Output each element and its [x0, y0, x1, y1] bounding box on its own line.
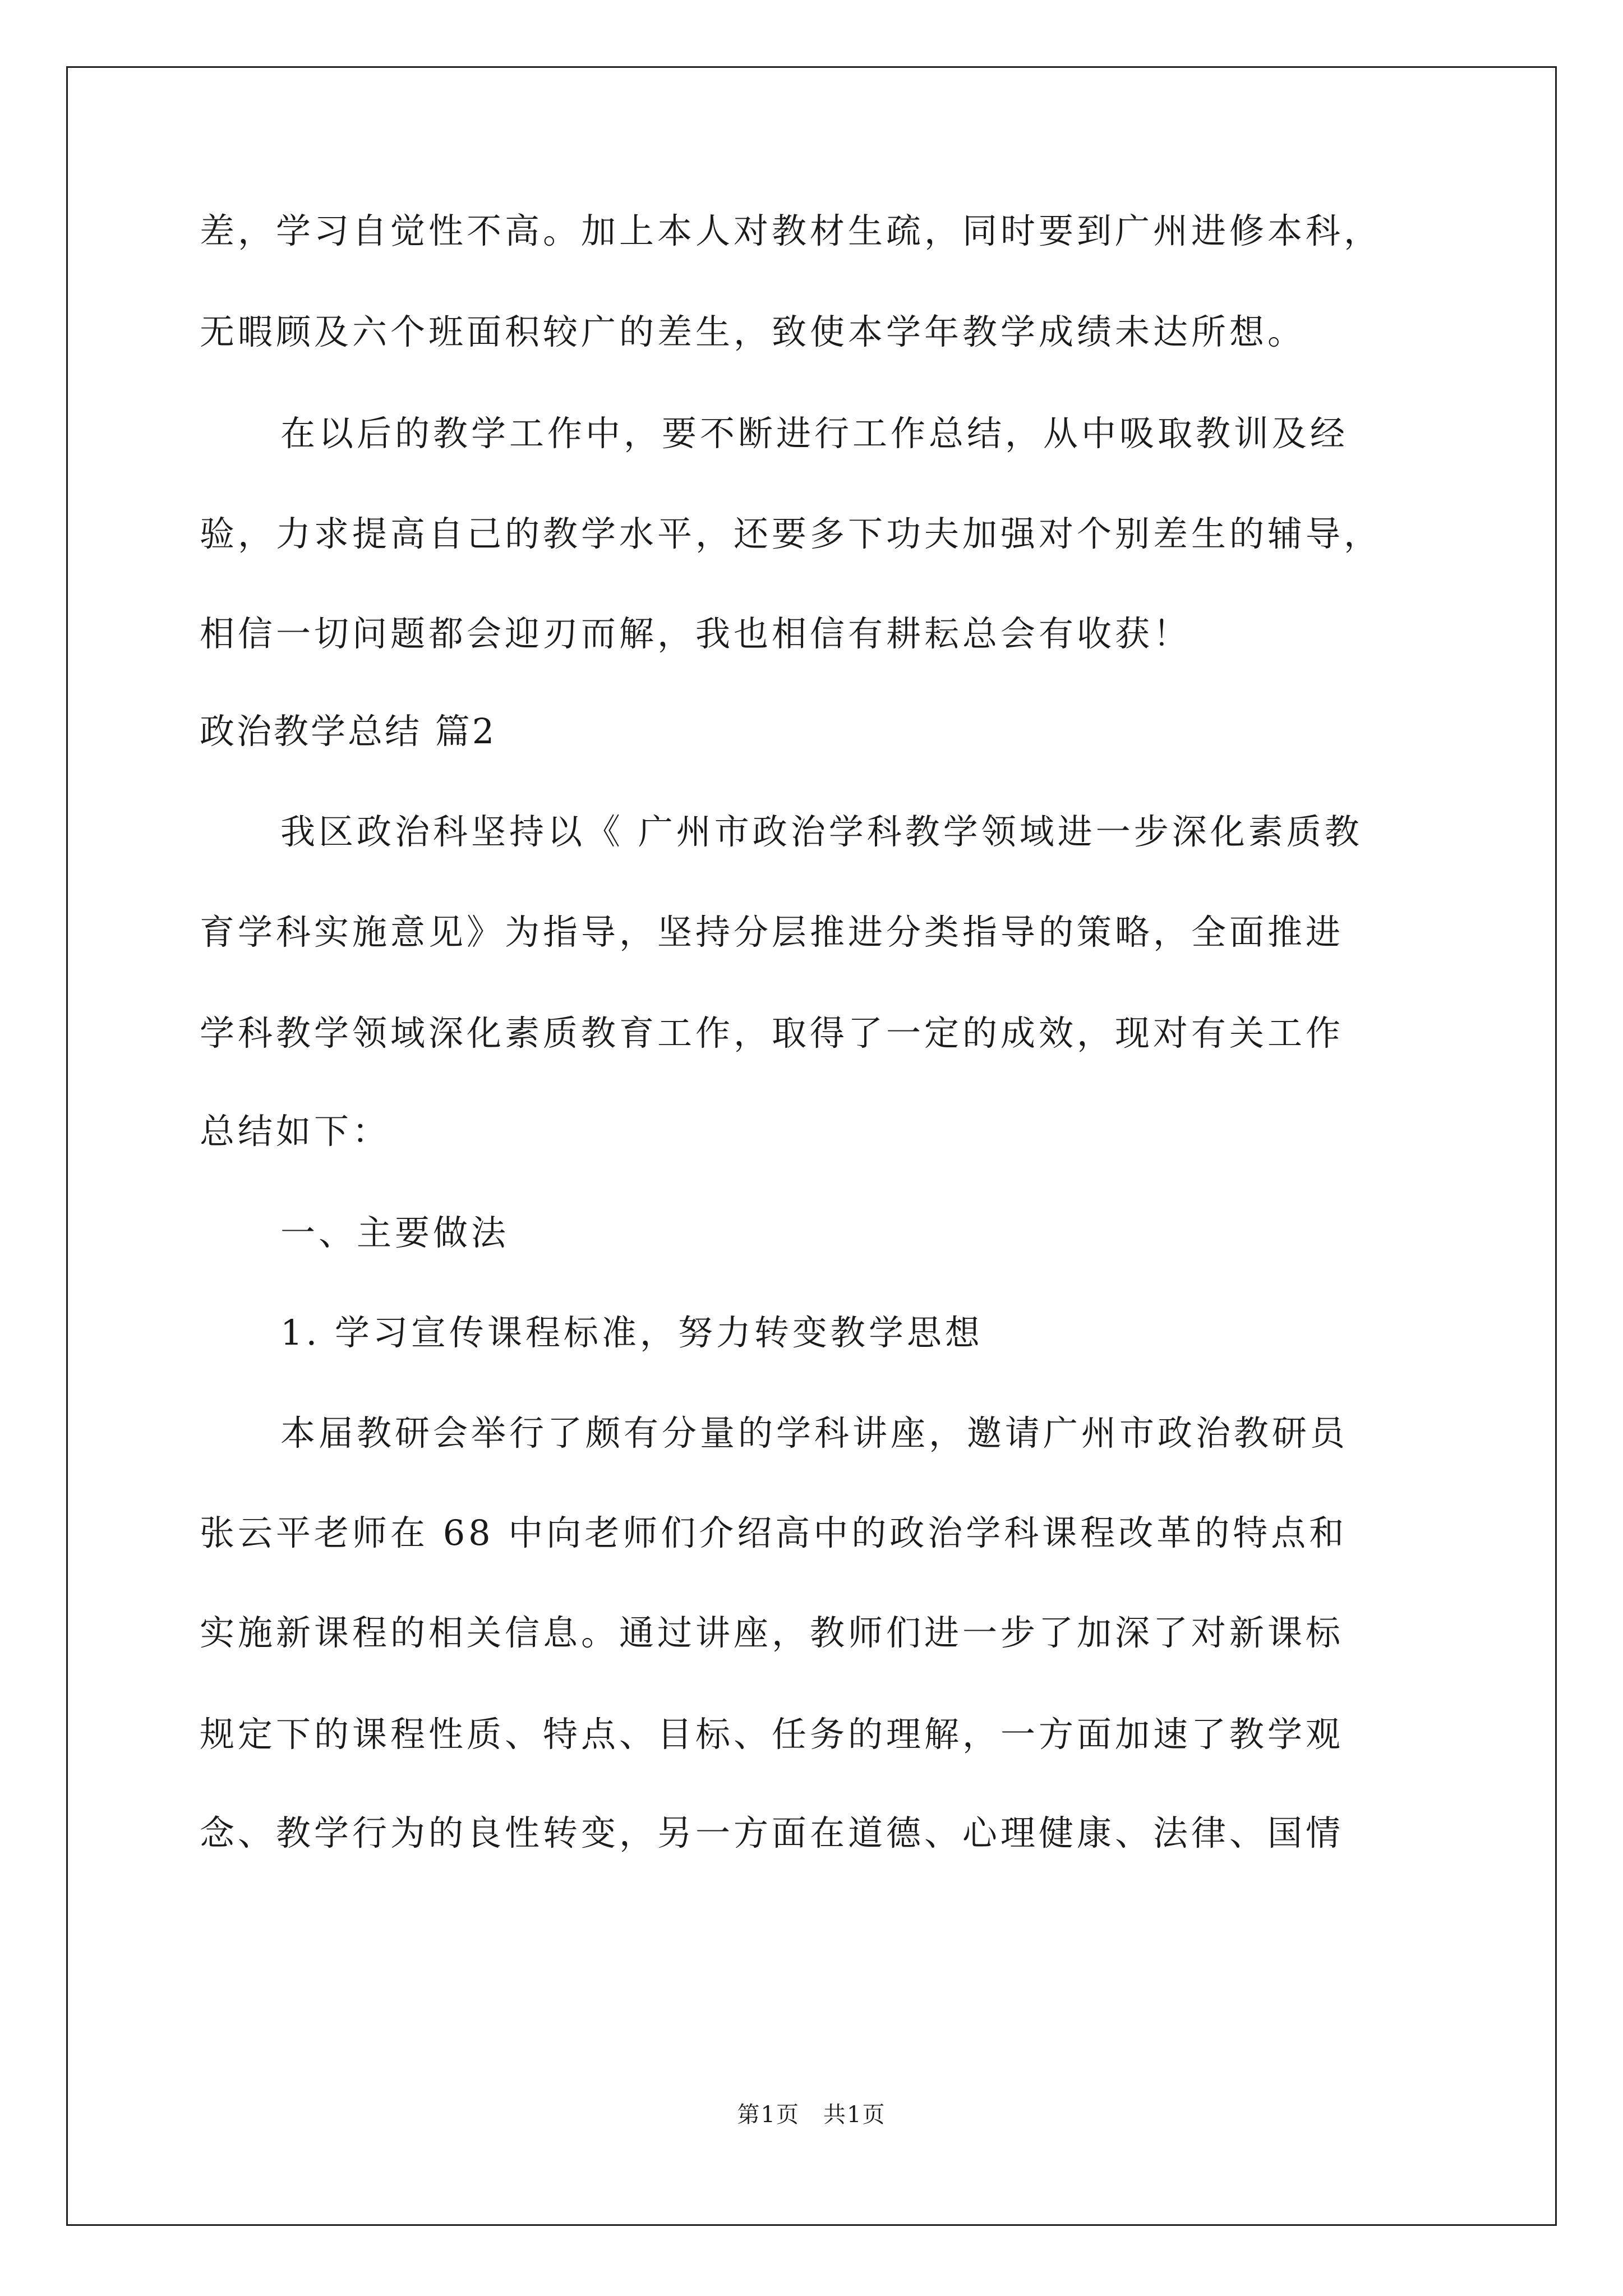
text-line: 念、教学行为的良性转变，另一方面在道德、心理健康、法律、国情 [200, 1812, 1344, 1853]
text-line: 无暇顾及六个班面积较广的差生，致使本学年教学成绩未达所想。 [200, 311, 1306, 352]
text-line: 验，力求提高自己的教学水平，还要多下功夫加强对个别差生的辅导， [200, 513, 1382, 554]
text-line: 张云平老师在 68 中向老师们介绍高中的政治学科课程改革的特点和 [200, 1512, 1348, 1553]
subheading: 1. 学习宣传课程标准，努力转变教学思想 [280, 1312, 983, 1353]
text-line: 学科教学领域深化素质教育工作，取得了一定的成效，现对有关工作 [200, 1013, 1344, 1053]
text-line: 差，学习自觉性不高。加上本人对教材生疏，同时要到广州进修本科， [200, 210, 1382, 251]
text-line: 我区政治科坚持以《 广州市政治学科教学领域进一步深化素质教 [280, 811, 1363, 852]
page-footer: 第1页 共1页 [737, 2102, 886, 2128]
section-heading: 政治教学总结 篇2 [200, 711, 497, 752]
text-line: 规定下的课程性质、特点、目标、任务的理解，一方面加速了教学观 [200, 1714, 1344, 1755]
text-line: 在以后的教学工作中，要不断进行工作总结，从中吸取教训及经 [280, 413, 1349, 454]
subheading: 一、主要做法 [280, 1212, 510, 1253]
text-line: 育学科实施意见》为指导，坚持分层推进分类指导的策略，全面推进 [200, 912, 1344, 953]
text-line: 实施新课程的相关信息。通过讲座，教师们进一步了加深了对新课标 [200, 1612, 1344, 1653]
text-line: 总结如下： [200, 1111, 391, 1152]
text-line: 本届教研会举行了颇有分量的学科讲座，邀请广州市政治教研员 [280, 1412, 1349, 1453]
text-line: 相信一切问题都会迎刃而解，我也相信有耕耘总会有收获！ [200, 613, 1192, 654]
